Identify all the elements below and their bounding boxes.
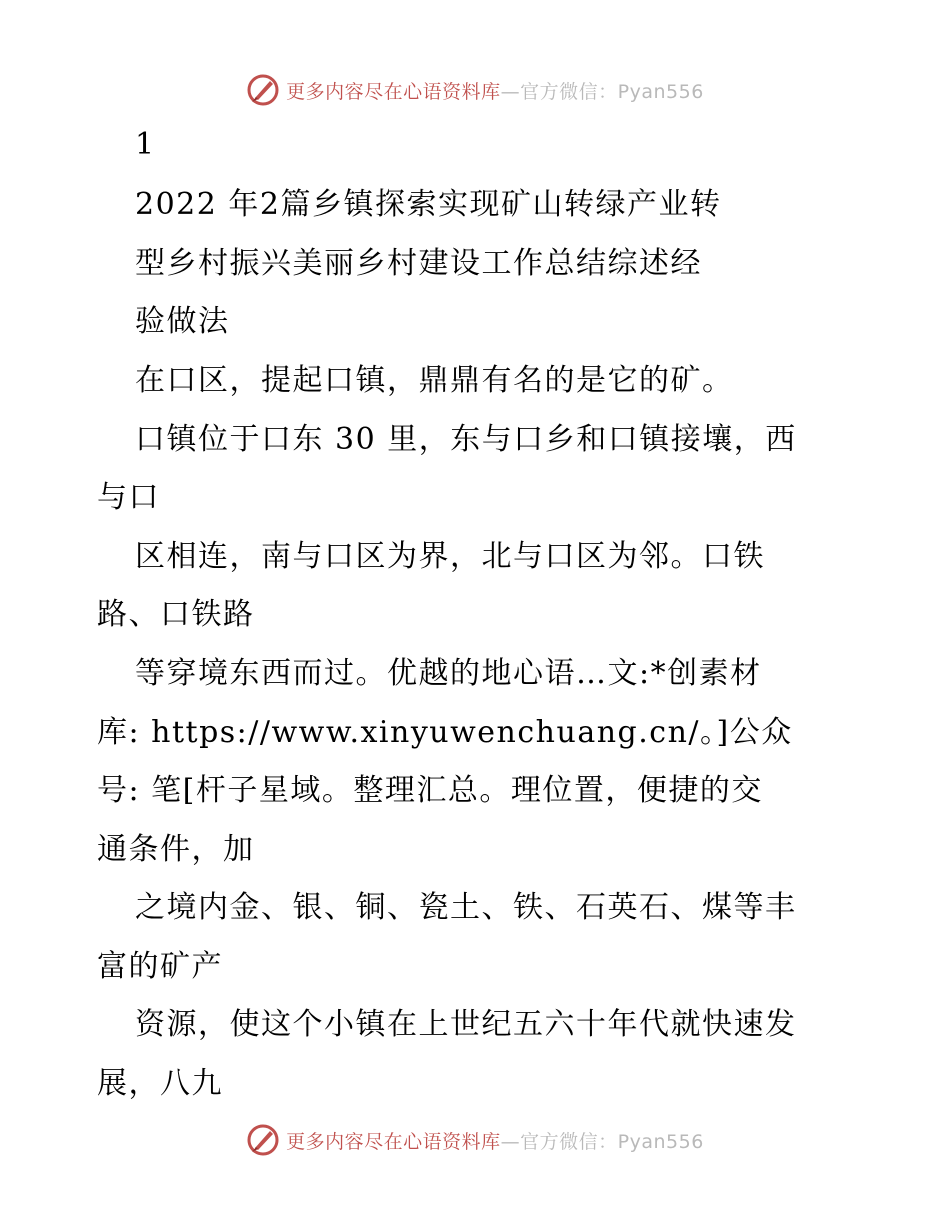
paragraph-line: 资源，使这个小镇在上世纪五六十年代就快速发 bbox=[135, 1007, 797, 1042]
paragraph-line: 区相连，南与口区为界，北与口区为邻。口铁 bbox=[135, 539, 765, 574]
quill-pen-logo-icon bbox=[246, 1123, 280, 1157]
paragraph-line: 之境内金、银、铜、瓷土、铁、石英石、煤等丰 bbox=[135, 890, 797, 925]
paragraph-line: 号: 笔[杆子星域。整理汇总。理位置，便捷的交 bbox=[97, 773, 763, 808]
footer-watermark bbox=[0, 1120, 950, 1160]
paragraph-line: 展，八九 bbox=[97, 1066, 223, 1101]
watermark-brand: 更多内容尽在心语资料库 bbox=[286, 1130, 501, 1153]
watermark-separator: — bbox=[500, 80, 521, 103]
title-line: 验做法 bbox=[135, 304, 230, 339]
watermark-wechat: 官方微信：Pyan556 bbox=[520, 80, 704, 103]
paragraph-line: 路、口铁路 bbox=[97, 597, 255, 632]
paragraph-line: 通条件，加 bbox=[97, 832, 255, 867]
paragraph-line: 口镇位于口东 30 里，东与口乡和口镇接壤，西 bbox=[135, 422, 797, 457]
paragraph-line: 等穿境东西而过。优越的地心语…文:*创素材 bbox=[135, 656, 762, 691]
watermark-brand: 更多内容尽在心语资料库 bbox=[286, 80, 501, 103]
paragraph-line: 与口 bbox=[97, 480, 160, 515]
watermark-separator: — bbox=[500, 1130, 521, 1153]
page-number: 1 bbox=[135, 127, 156, 162]
watermark-wechat: 官方微信：Pyan556 bbox=[520, 1130, 704, 1153]
paragraph-line: 在口区，提起口镇，鼎鼎有名的是它的矿。 bbox=[135, 363, 734, 398]
title-line: 型乡村振兴美丽乡村建设工作总结综述经 bbox=[135, 246, 702, 281]
paragraph-line: 富的矿产 bbox=[97, 949, 223, 984]
watermark-text bbox=[286, 1127, 704, 1154]
title-line: 2022 年2篇乡镇探索实现矿山转绿产业转 bbox=[135, 187, 722, 222]
paragraph-line: 库: https://www.xinyuwenchuang.cn/。]公众 bbox=[97, 715, 793, 750]
